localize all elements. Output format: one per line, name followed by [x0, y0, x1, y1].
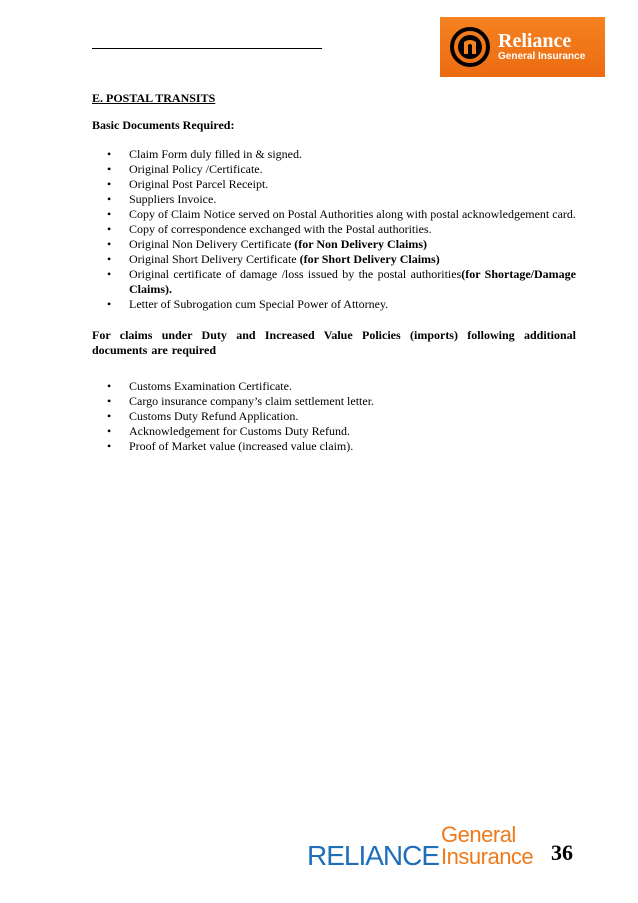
list-item: • Copy of Claim Notice served on Postal Authorities along with postal acknowledgement card. [92, 207, 576, 222]
duty-documents-list [92, 379, 576, 454]
list-item: • Original Policy /Certificate. [92, 162, 576, 177]
list-item: • Customs Duty Refund Application. [92, 409, 576, 424]
duty-claims-paragraph: For claims under Duty and Increased Value Policies (imports) following additional documents are required [92, 328, 576, 357]
list-item: • Acknowledgement for Customs Duty Refund. [92, 424, 576, 439]
list-item: • Customs Examination Certificate. [92, 379, 576, 394]
reliance-logo [440, 17, 605, 77]
document-body [92, 91, 576, 454]
footer-brand: RELIANCE [307, 840, 440, 871]
list-item: • Original certificate of damage /loss issued by the postal authorities(for Shortage/Damage Claims). [92, 267, 576, 297]
list-item: • Original Post Parcel Receipt. [92, 177, 576, 192]
logo-name: Reliance [498, 30, 572, 52]
list-item: • Proof of Market value (increased value claim). [92, 439, 576, 454]
list-item: • Letter of Subrogation cum Special Power of Attorney. [92, 297, 576, 312]
list-item: • Cargo insurance company’s claim settlement letter. [92, 394, 576, 409]
logo-subtitle: General Insurance [498, 51, 586, 62]
header-rule [92, 48, 322, 49]
list-item: • Copy of correspondence exchanged with the Postal authorities. [92, 222, 576, 237]
reliance-emblem-icon [450, 27, 490, 67]
list-item: • Suppliers Invoice. [92, 192, 576, 207]
basic-documents-heading: Basic Documents Required: [92, 118, 235, 132]
basic-documents-list [92, 147, 576, 312]
page-number: 36 [551, 840, 573, 865]
list-item: • Original Non Delivery Certificate (for Non Delivery Claims) [92, 237, 576, 252]
list-item: • Original Short Delivery Certificate (for Short Delivery Claims) [92, 252, 576, 267]
section-title: E. POSTAL TRANSITS [92, 91, 216, 105]
footer-subtitle: General Insurance [441, 822, 534, 869]
list-item: • Claim Form duly filled in & signed. [92, 147, 576, 162]
